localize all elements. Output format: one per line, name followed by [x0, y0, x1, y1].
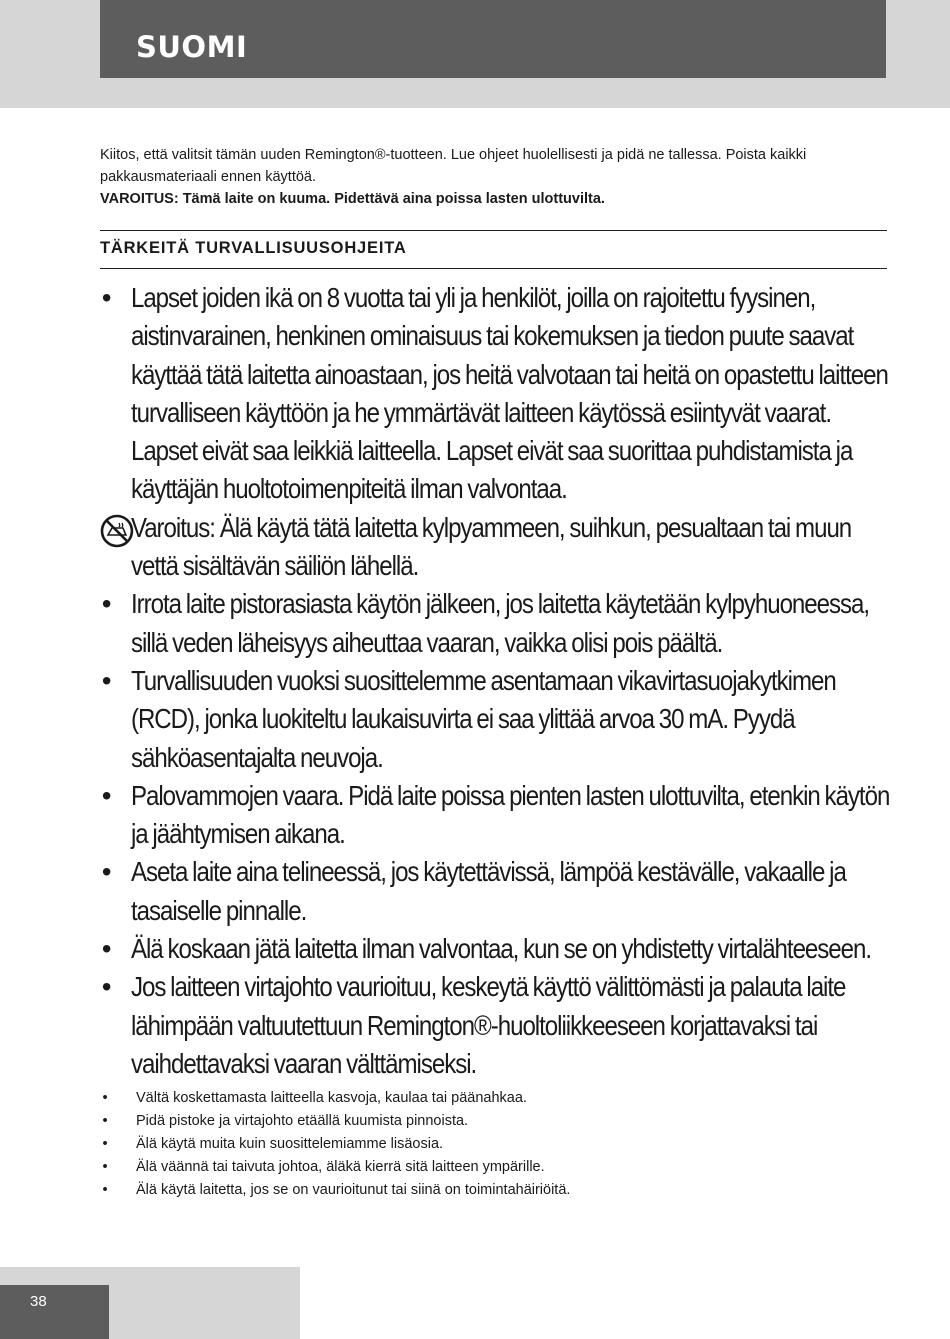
- small-list-item-text: Vältä koskettamasta laitteella kasvoja, kaulaa tai päänahkaa.: [136, 1090, 527, 1106]
- bullet-marker: •: [102, 1159, 108, 1175]
- small-list-item: [100, 1110, 890, 1133]
- small-list-item: [100, 1087, 890, 1110]
- list-item-text: Turvallisuuden vuoksi suosittelemme asentamaan vikavirtasuojakytkimen (RCD), jonka luokiteltu laukaisuvirta ei saa ylittää arvoa 30 mA. Pyydä sähköasentajalta neuvoja.: [130, 664, 836, 773]
- no-water-icon: [100, 514, 134, 548]
- section-heading: TÄRKEITÄ TURVALLISUUSOHJEITA: [100, 239, 407, 257]
- list-item: [100, 853, 890, 930]
- list-item-text: Palovammojen vaara. Pidä laite poissa pienten lasten ulottuvilta, etenkin käytön ja jäähtymisen aikana.: [130, 779, 890, 850]
- small-safety-list: [100, 1087, 890, 1202]
- list-item: [100, 279, 890, 509]
- bullet-marker: •: [102, 1090, 108, 1106]
- bullet-marker: •: [101, 856, 111, 888]
- list-item-text: Lapset joiden ikä on 8 vuotta tai yli ja henkilöt, joilla on rajoitettu fyysinen, aistinvarainen, henkinen ominaisuus tai kokemuksen ja tiedon puute saavat käyttää tätä laitetta ainoastaan, jos heitä valvotaan tai heitä on opastettu laitteen turvalliseen käyttöön ja he ymmärtävät laitteen käytössä esiintyvät vaarat. Lapset eivät saa leikkiä laitteella. Lapset eivät saa suorittaa puhdistamista ja käyttäjän huoltotoimenpiteitä ilman valvontaa.: [130, 282, 888, 505]
- section-rule-bottom: [100, 268, 887, 269]
- list-item: [100, 662, 890, 777]
- bullet-marker: •: [102, 1182, 108, 1198]
- bullet-marker: •: [101, 664, 111, 696]
- list-item-text: Varoitus: Älä käytä tätä laitetta kylpyammeen, suihkun, pesualtaan tai muun vettä sisältävän säiliön lähellä.: [130, 511, 852, 582]
- list-item: [100, 968, 890, 1083]
- list-item: [100, 585, 890, 662]
- bullet-marker: •: [102, 1136, 108, 1152]
- bullet-marker: •: [101, 588, 111, 620]
- small-list-item-text: Älä käytä muita kuin suosittelemiamme lisäosia.: [136, 1136, 444, 1152]
- list-item: [100, 930, 890, 968]
- small-list-item: [100, 1133, 890, 1156]
- section-rule-top: [100, 230, 887, 231]
- bullet-marker: •: [102, 1113, 108, 1129]
- list-item: [100, 509, 890, 586]
- page-number: 38: [30, 1293, 47, 1310]
- small-list-item: [100, 1179, 890, 1202]
- bullet-marker: •: [101, 933, 111, 965]
- safety-list: [100, 279, 890, 1083]
- small-list-item-text: Pidä pistoke ja virtajohto etäällä kuumista pinnoista.: [136, 1113, 469, 1129]
- small-list-item: [100, 1156, 890, 1179]
- list-item: [100, 777, 890, 854]
- list-item-text: Irrota laite pistorasiasta käytön jälkeen, jos laitetta käytetään kylpyhuoneessa, sillä veden läheisyys aiheuttaa vaaran, vaikka olisi pois päältä.: [130, 588, 870, 658]
- intro-warning: VAROITUS: Tämä laite on kuuma. Pidettävä aina poissa lasten ulottuvilta.: [100, 191, 605, 207]
- language-title: SUOMI: [136, 30, 248, 64]
- bullet-marker: •: [101, 282, 111, 313]
- list-item-text: Aseta laite aina telineessä, jos käytettävissä, lämpöä kestävälle, vakaalle ja tasaiselle pinnalle.: [130, 856, 846, 926]
- language-bar: [100, 0, 886, 78]
- bullet-marker: •: [101, 779, 111, 811]
- list-item-text: Älä koskaan jätä laitetta ilman valvontaa, kun se on yhdistetty virtalähteeseen.: [130, 933, 872, 965]
- page-number-box: [0, 1285, 109, 1339]
- bullet-marker: •: [101, 971, 111, 1003]
- list-item-text: Jos laitteen virtajohto vaurioituu, keskeytä käyttö välittömästi ja palauta laite lähimpään valtuutettuun Remington®-huoltoliikkeeseen korjattavaksi tai vaihdettavaksi vaaran välttämiseksi.: [130, 971, 846, 1079]
- small-list-item-text: Älä käytä laitetta, jos se on vaurioitunut tai siinä on toimintahäiriöitä.: [136, 1182, 571, 1198]
- intro-paragraph: [100, 144, 890, 210]
- intro-text: Kiitos, että valitsit tämän uuden Remington®-tuotteen. Lue ohjeet huolellisesti ja pidä ne tallessa. Poista kaikki pakkausmateriaali ennen käyttöä.: [100, 147, 807, 185]
- small-list-item-text: Älä väännä tai taivuta johtoa, äläkä kierrä sitä laitteen ympärille.: [136, 1159, 545, 1175]
